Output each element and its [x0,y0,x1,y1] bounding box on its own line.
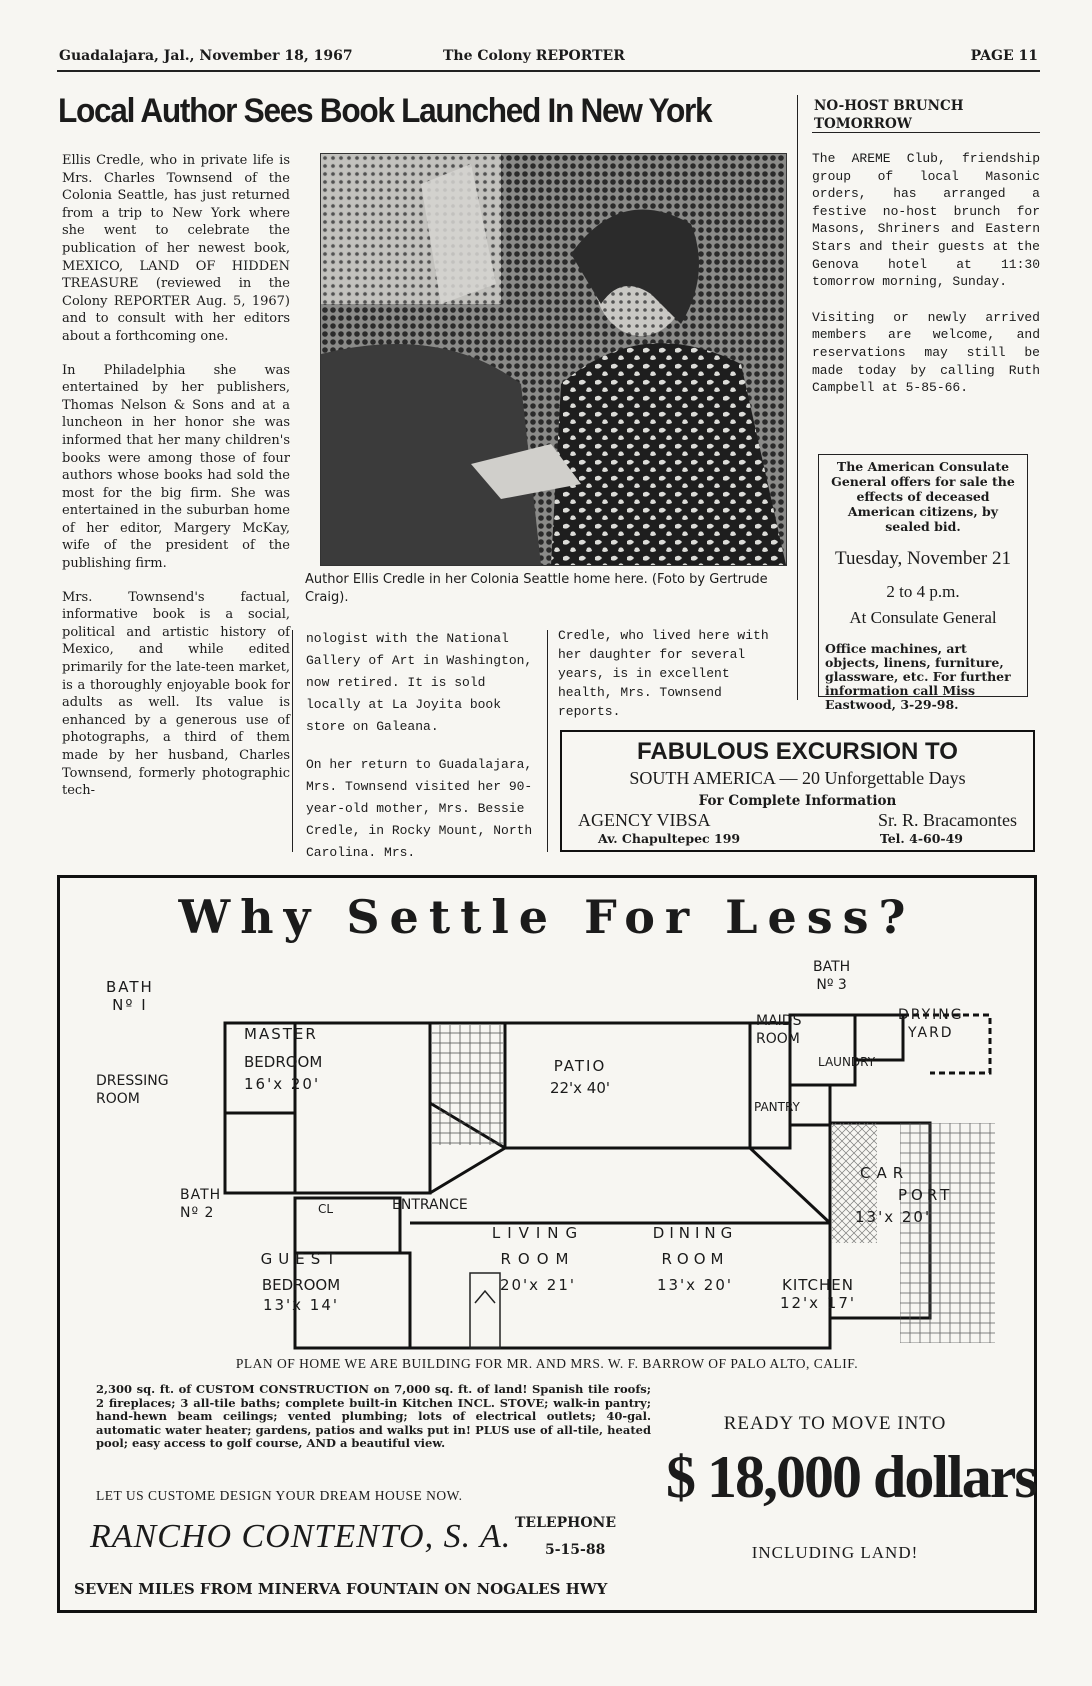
label-bath-3: BATH Nº 3 [813,959,851,993]
article-column-2 [306,628,536,880]
consulate-ad [818,454,1028,712]
label-entrance: ENTRANCE [392,1197,468,1213]
label-closet: CL [318,1202,334,1216]
company-logo: RANCHO CONTENTO, S. A. [90,1518,512,1555]
label-maids-room: MAIDS ROOM [756,1013,802,1047]
label-living-name: LIVING [491,1224,585,1242]
consulate-place: At Consulate General [849,608,997,627]
excursion-info: For Complete Information [698,793,897,809]
label-kitchen-size: 12'x 17' [779,1294,857,1312]
label-guest-bedroom [246,1250,356,1314]
brunch-text [812,150,1040,413]
excursion-agency: AGENCY VIBSA [578,810,711,830]
custom-design-line: LET US CUSTOME DESIGN YOUR DREAM HOUSE NOW. [96,1488,463,1503]
article-headline: Local Author Sees Book Launched In New York [58,92,712,130]
column-rule [797,95,798,700]
label-master-name: MASTER [244,1025,318,1043]
label-kitchen-name: KITCHEN [782,1276,854,1294]
excursion-title: FABULOUS EXCURSION TO [637,738,958,765]
plan-dressing [225,1113,295,1193]
location-line: SEVEN MILES FROM MINERVA FOUNTAIN ON NOGALES HWY [74,1580,608,1598]
label-patio [525,1057,635,1097]
brunch-paragraph: The AREME Club, friendship group of local Masonic orders, has arranged a festive no-host brunch for Masons, Shriners and Eastern Stars and their guests at the Genova hotel at 11:30 tomorrow morning, Sunday. [812,151,1040,290]
label-living-name2: ROOM [500,1250,576,1268]
telephone-label: TELEPHONE [515,1515,617,1531]
house-features: 2,300 sq. ft. of CUSTOM CONSTRUCTION on 7,000 sq. ft. of land! Spanish tile roofs; 2 fireplaces; 3 all-tile baths; complete built-in Kitchen INCL. STOVE; walk-in pantry; hand-hewn beam ceilings; vented plumbing; lots of electrical outlets; 40-gal. automatic water heater; gardens, patios and walks put in! PLUS use of all-tile, heated pool; easy access to golf course, AND a beautiful view. [96,1382,651,1450]
article-paragraph: On her return to Guadalajara, Mrs. Townsend visited her 90-year-old mother, Mrs. Bessie Credle, in Rocky Mount, North Carolina. Mrs. [306,757,533,860]
brunch-rule [812,132,1040,133]
label-kitchen [768,1276,868,1312]
column-rule [292,630,293,852]
consulate-date: Tuesday, November 21 [835,548,1011,569]
label-dining-name: DINING [652,1224,738,1242]
price: $ 18,000 dollars [666,1444,1036,1510]
label-dining-size: 13'x 20' [656,1276,734,1294]
excursion-ad [560,730,1035,852]
label-port: PORT [898,1186,954,1204]
label-pantry: PANTRY [754,1100,800,1114]
label-bath-1: BATH Nº I [106,978,154,1014]
column-rule [547,630,548,852]
label-car: CAR [860,1164,910,1182]
label-dining-name2: ROOM [661,1250,729,1268]
house-ad [57,875,1037,1613]
article-column-1 [62,152,290,816]
article-paragraph: Mrs. Townsend's factual, informative book is a social, political and artistic history of Mexico, and while edited primarily for the late-teen market, is a thoroughly enjoyable book for adults as well. Its value is enhanced by a generous use of photographs, a third of them made by her husband, Charles Townsend, formerly photographic tech- [62,589,290,799]
label-patio-size: 22'x 40' [549,1079,611,1097]
location-date: Guadalajara, Jal., November 18, 1967 [59,48,353,64]
excursion-subtitle: SOUTH AMERICA — 20 Unforgettable Days [629,768,966,788]
label-living-size: 20'x 21' [499,1276,577,1294]
paper-name: The Colony REPORTER [443,48,625,64]
excursion-tel: Tel. 4-60-49 [879,831,963,846]
label-guest-name2: BEDROOM [261,1276,341,1294]
consulate-intro: The American Consulate General offers for sale the effects of deceased American citizens, by sealed bid. [831,459,1015,534]
article-paragraph: Ellis Credle, who in private life is Mrs. Charles Townsend of the Colonia Seattle, has just returned from a trip to New York where she went to celebrate the publication of her newest book, MEXICO, LAND OF HIDDEN TREASURE (reviewed in the Colony REPORTER Aug. 5, 1967) and to consult with her editors about a forthcoming one. [62,153,290,344]
consulate-details: Office machines, art objects, linens, furniture, glassware, etc. For further information call Miss Eastwood, 3-29-98. [825,641,1011,712]
plan-caption: PLAN OF HOME WE ARE BUILDING FOR MR. AND MRS. W. F. BARROW OF PALO ALTO, CALIF. [235,1356,859,1371]
label-dressing-room: DRESSING ROOM [96,1073,169,1107]
excursion-contact: Sr. R. Bracamontes [878,810,1017,830]
article-paragraph: Credle, who lived here with her daughter for several years, is in excellent health, Mrs. Townsend reports. [558,628,769,719]
consulate-time: 2 to 4 p.m. [886,582,960,601]
page-header [55,44,1040,72]
house-headline: Why Settle For Less? [178,890,916,944]
plan-living-dining [410,1223,830,1348]
label-guest-size: 13'x 14' [262,1296,340,1314]
page-number: PAGE 11 [970,48,1038,64]
including-land: INCLUDING LAND! [751,1543,919,1562]
photo-caption: Author Ellis Credle in her Colonia Seattle home here. (Foto by Gertrude Craig). [305,572,768,605]
label-master-bedroom [244,1025,354,1093]
label-patio-name: PATIO [553,1057,607,1075]
excursion-address: Av. Chapultepec 199 [598,831,741,846]
telephone-number: 5-15-88 [545,1542,606,1558]
label-car-size: 13'x 20' [855,1208,932,1226]
article-paragraph: nologist with the National Gallery of Art in Washington, now retired. It is sold locally at La Joyita book store on Galeana. [306,631,533,734]
label-guest-name: GUEST [260,1250,342,1268]
plan-bath-2 [295,1198,400,1253]
label-laundry: LAUNDRY [818,1055,876,1069]
label-master-size: 16'x 20' [244,1075,321,1093]
header-rule [57,70,1040,72]
author-photo [320,153,787,566]
label-drying-yard: DRYING YARD [898,1007,964,1041]
brunch-paragraph: Visiting or newly arrived members are welcome, and reservations may still be made today by calling Ruth Campbell at 5-85-66. [812,309,1040,396]
label-living-room [478,1224,598,1294]
brunch-title: NO-HOST BRUNCH TOMORROW [814,98,964,132]
label-dining-room [640,1224,750,1294]
article-column-3 [558,626,786,737]
ready-line: READY TO MOVE INTO [723,1413,947,1434]
label-bath-2: BATH Nº 2 [180,1187,222,1221]
label-master-name2: BEDROOM [244,1053,323,1071]
article-paragraph: In Philadelphia she was entertained by her publishers, Thomas Nelson & Sons and at a luncheon in her honor she was informed that her many children's books were among those of four authors whose books had sold the most for the big firm. She was entertained in the suburban home of her editor, Margery McKay, wife of the president of the publishing firm. [62,362,290,572]
